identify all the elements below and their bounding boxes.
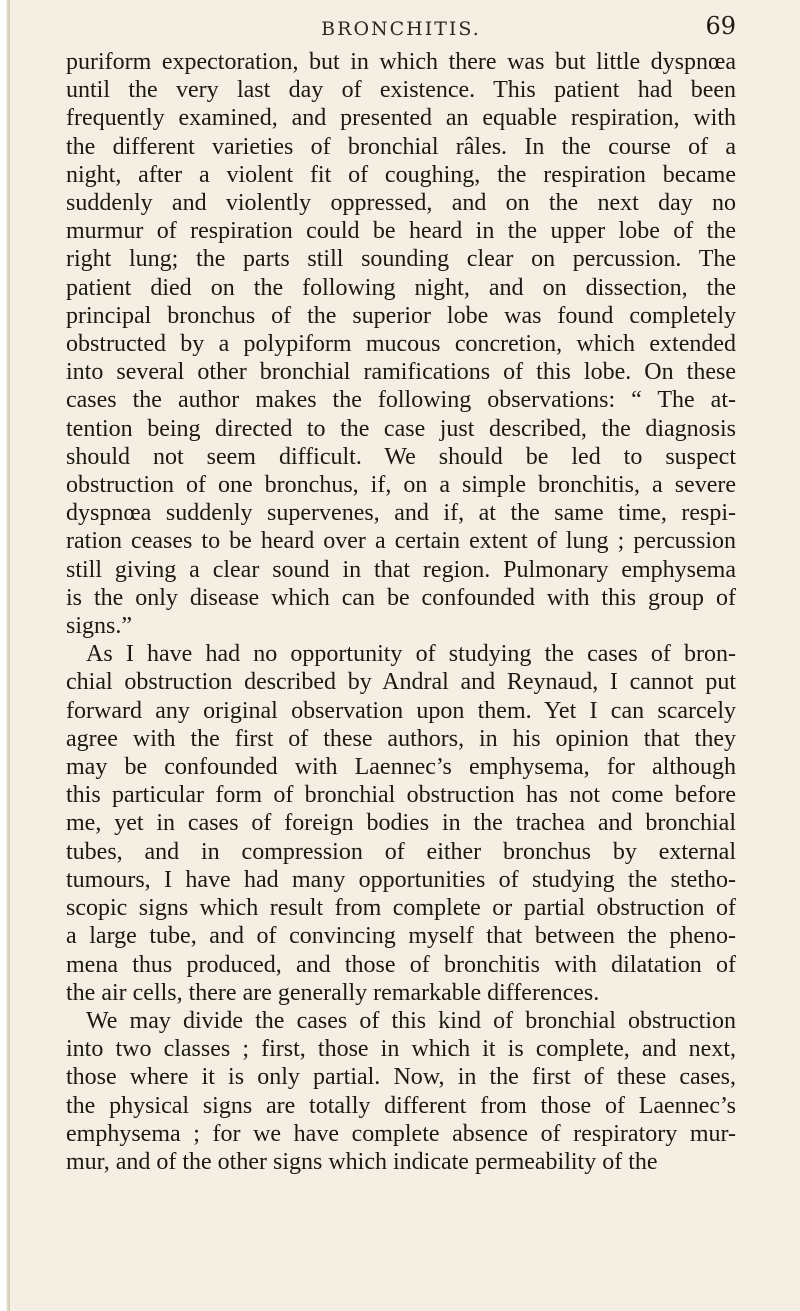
- text-line: me, yet in cases of foreign bodies in the trachea and bronchial: [66, 810, 736, 837]
- text-line: those where it is only partial. Now, in the first of these cases,: [66, 1064, 736, 1091]
- text-line: murmur of respiration could be heard in the upper lobe of the: [66, 218, 736, 245]
- text-line: scopic signs which result from complete or partial obstruction of: [66, 895, 736, 922]
- text-line: night, after a violent fit of coughing, the respiration became: [66, 161, 736, 188]
- page-gutter-edge: [0, 0, 10, 1311]
- text-line: a large tube, and of convincing myself that between the pheno-: [66, 923, 736, 950]
- text-line: obstruction of one bronchus, if, on a simple bronchitis, a severe: [66, 472, 736, 499]
- text-line: puriform expectoration, but in which there was but little dyspnœa: [66, 49, 736, 75]
- running-head: [66, 12, 736, 42]
- text-line: should not seem difficult. We should be led to suspect: [66, 443, 736, 470]
- text-line: this particular form of bronchial obstruction has not come before: [66, 782, 736, 809]
- text-line: the different varieties of bronchial râles. In the course of a: [66, 133, 736, 160]
- text-line: dyspnœa suddenly supervenes, and if, at the same time, respi-: [66, 500, 736, 527]
- text-line: chial obstruction described by Andral and Reynaud, I cannot put: [66, 669, 736, 696]
- body-text: [66, 48, 736, 1176]
- text-line: the air cells, there are generally remarkable differences.: [66, 979, 600, 1006]
- text-line: emphysema ; for we have complete absence of respiratory mur-: [66, 1120, 736, 1147]
- running-title: BRONCHITIS.: [321, 18, 481, 40]
- text-line: principal bronchus of the superior lobe was found completely: [66, 302, 736, 329]
- text-line: forward any original observation upon them. Yet I can scarcely: [66, 697, 736, 724]
- text-line: into two classes ; first, those in which it is complete, and next,: [66, 1036, 736, 1063]
- text-line: patient died on the following night, and on dissection, the: [66, 274, 736, 301]
- text-line: the physical signs are totally different from those of Laennec’s: [66, 1092, 736, 1119]
- text-line: tumours, I have had many opportunities of studying the stetho-: [66, 866, 736, 893]
- text-line: may be confounded with Laennec’s emphysema, for although: [66, 754, 736, 781]
- text-line: tention being directed to the case just described, the diagnosis: [66, 415, 736, 442]
- text-line: mena thus produced, and those of bronchitis with dilatation of: [66, 951, 736, 978]
- text-line: still giving a clear sound in that region. Pulmonary emphysema: [66, 556, 736, 583]
- text-line: suddenly and violently oppressed, and on the next day no: [66, 190, 736, 217]
- text-line: is the only disease which can be confounded with this group of: [66, 584, 736, 611]
- text-line: into several other bronchial ramifications of this lobe. On these: [66, 359, 736, 386]
- text-line: obstructed by a polypiform mucous concretion, which extended: [66, 331, 736, 358]
- text-line: As I have had no opportunity of studying the cases of bron-: [86, 641, 736, 668]
- text-line: signs.”: [66, 613, 132, 640]
- text-line: right lung; the parts still sounding clear on percussion. The: [66, 246, 736, 273]
- text-line: until the very last day of existence. This patient had been: [66, 77, 736, 104]
- text-line: agree with the first of these authors, in his opinion that they: [66, 725, 736, 752]
- text-line: mur, and of the other signs which indicate permeability of the: [66, 1148, 658, 1175]
- text-line: ration ceases to be heard over a certain extent of lung ; percussion: [66, 528, 736, 555]
- text-line: We may divide the cases of this kind of bronchial obstruction: [86, 1007, 736, 1034]
- text-line: cases the author makes the following observations: “ The at-: [66, 387, 736, 414]
- text-line: frequently examined, and presented an equable respiration, with: [66, 105, 736, 132]
- page-number: 69: [705, 12, 736, 40]
- text-line: tubes, and in compression of either bronchus by external: [66, 838, 736, 865]
